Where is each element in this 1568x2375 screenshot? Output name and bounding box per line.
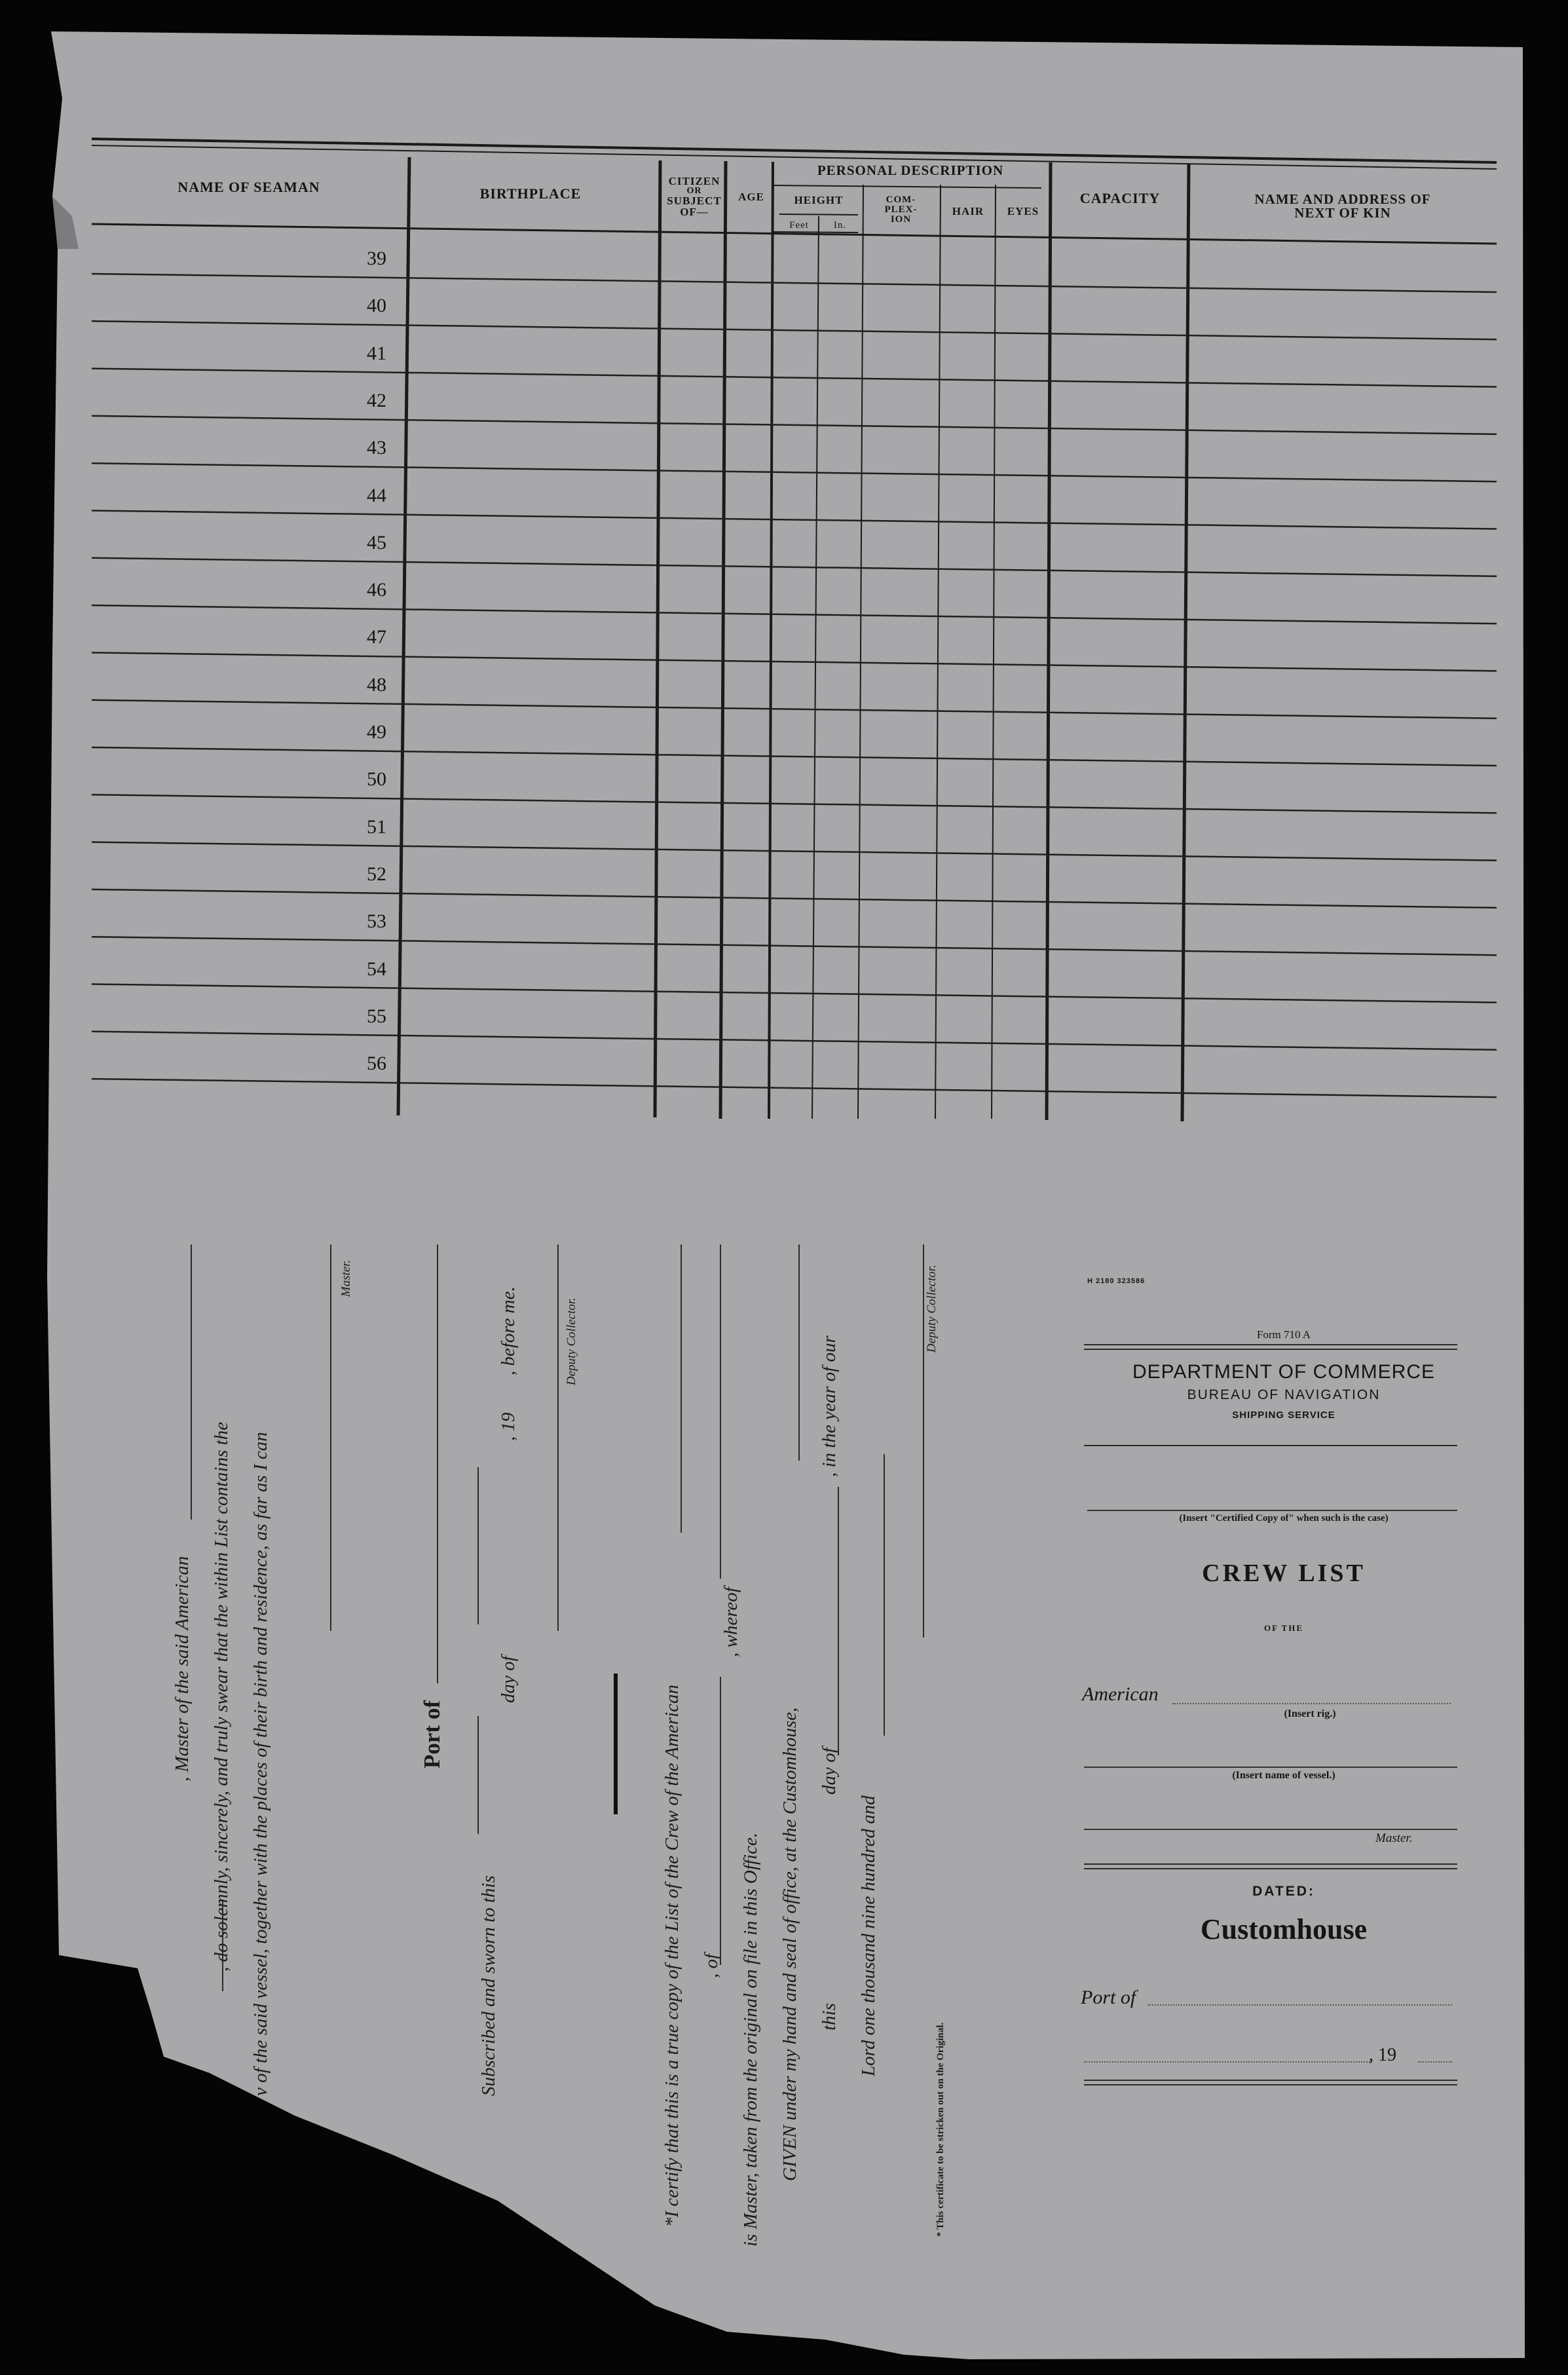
subscribed-text: Subscribed and sworn to this [478, 1875, 499, 2096]
cover-rule-2 [1084, 1445, 1457, 1446]
table-row-line [92, 652, 1497, 671]
deputy-collector-2: Deputy Collector. [925, 1264, 939, 1353]
certificate-footnote: * This certificate to be stricken out on the Original. [935, 2022, 946, 2237]
table-row-line [92, 1032, 1497, 1050]
row-number: 43 [367, 437, 386, 459]
cover-year-label: , 19 [1369, 2045, 1396, 2065]
table-row-line [92, 747, 1497, 766]
certificate-line-3: is Master, taken from the original on file in this Office. [740, 1832, 761, 2247]
row-number: 51 [367, 815, 386, 838]
port-of-label: Port of [419, 1700, 445, 1768]
table-row-line [92, 1079, 1497, 1097]
table-row-line [92, 463, 1497, 481]
table-row-line [92, 558, 1497, 576]
certificate-of: , of [701, 1953, 722, 1978]
table-row-line [92, 369, 1497, 387]
header-eyes: EYES [1007, 205, 1039, 217]
form-number: Form 710 A [1256, 1328, 1311, 1341]
table-row-line [92, 937, 1497, 955]
table-row-line [92, 605, 1497, 624]
cover-rule-bottom [1084, 2080, 1457, 2085]
oath-line-2: , do solemnly, sincerely, and truly swear that the within List contains the [211, 1421, 232, 1972]
row-number: 49 [367, 721, 386, 743]
of-the-label: OF THE [1263, 1623, 1304, 1633]
oath-line-3: v of the said vessel, together with the places of their birth and residence, as far as I can [250, 1432, 271, 2096]
row-number: 45 [367, 531, 386, 553]
certificate-this: this [819, 2003, 840, 2030]
certificate-in-year: , in the year of our [819, 1336, 840, 1477]
row-number: 48 [367, 673, 386, 696]
master-field[interactable] [1084, 1829, 1457, 1830]
table-row-line [92, 889, 1497, 908]
row-number: 55 [367, 1005, 386, 1027]
american-field[interactable] [1172, 1703, 1451, 1704]
cover-rule-top [1084, 1344, 1457, 1350]
american-label: American [1082, 1683, 1159, 1705]
crew-list-title: CREW LIST [1202, 1560, 1366, 1587]
service-title: SHIPPING SERVICE [1232, 1410, 1335, 1421]
table-row-line [92, 842, 1497, 861]
bureau-title: BUREAU OF NAVIGATION [1187, 1387, 1381, 1402]
table-row-line [92, 795, 1497, 813]
header-capacity: CAPACITY [1079, 190, 1161, 206]
row-number: 56 [367, 1053, 386, 1075]
table-row-line [92, 416, 1497, 434]
dated-label: DATED: [1252, 1884, 1315, 1899]
subscribed-before-me: , before me. [498, 1286, 519, 1375]
row-number: 50 [367, 768, 386, 791]
row-number: 39 [367, 248, 386, 269]
year-field[interactable] [1418, 2061, 1452, 2063]
cover-port-of-label: Port of [1081, 1987, 1136, 2008]
master-label: Master. [339, 1260, 353, 1297]
row-number: 44 [367, 484, 386, 506]
table-row-line [92, 700, 1497, 719]
cover-master-label: Master. [1375, 1831, 1413, 1845]
row-number: 47 [367, 626, 386, 648]
row-number: 41 [367, 342, 386, 364]
table-row-line [92, 274, 1497, 292]
customhouse-label: Customhouse [1200, 1913, 1368, 1945]
insert-vessel-note: (Insert name of vessel.) [1232, 1770, 1335, 1781]
row-number: 40 [367, 295, 386, 317]
certificate-line-1: *I certify that this is a true copy of the List of the Crew of the American [662, 1684, 682, 2227]
certified-copy-note: (Insert "Certified Copy of" when such is the case) [1179, 1513, 1389, 1524]
row-number: 46 [367, 579, 386, 601]
date-field[interactable] [1084, 2061, 1372, 2063]
vessel-name-field[interactable] [1084, 1767, 1457, 1768]
insert-rig-note: (Insert rig.) [1284, 1708, 1336, 1719]
header-citizen: CITIZEN OR SUBJECT OF— [667, 175, 722, 218]
row-number: 52 [367, 863, 386, 885]
certified-line [1087, 1510, 1457, 1511]
certificate-whereof: , whereof [720, 1587, 741, 1657]
row-number: 54 [367, 958, 386, 980]
oath-line-1: , Master of the said American [172, 1556, 193, 1782]
rotated-section-rules [0, 1212, 982, 2260]
header-feet: Feet [789, 220, 809, 231]
certificate-lord: Lord one thousand nine hundred and [858, 1795, 879, 2076]
certificate-line-4: GIVEN under my hand and seal of office, at the Customhouse, [779, 1707, 800, 2181]
row-number: 53 [367, 910, 386, 933]
header-personal-description: PERSONAL DESCRIPTION [817, 162, 1004, 178]
deputy-collector-1: Deputy Collector. [565, 1297, 578, 1385]
department-title: DEPARTMENT OF COMMERCE [1132, 1361, 1436, 1383]
port-of-field[interactable] [1148, 2004, 1452, 2006]
certificate-day-of: day of [819, 1748, 840, 1795]
header-inches: In. [833, 220, 847, 231]
table-row-line [92, 321, 1497, 339]
header-complexion: COM- PLEX- ION [884, 195, 918, 225]
row-number: 42 [367, 389, 386, 411]
subscribed-day-of: day of [498, 1656, 519, 1703]
header-age: AGE [738, 191, 764, 203]
subscribed-year: , 19 [498, 1412, 519, 1441]
header-height: HEIGHT [794, 194, 844, 206]
table-row-line [92, 511, 1497, 529]
table-row-line [92, 984, 1497, 1003]
header-name-of-seaman: NAME OF SEAMAN [177, 179, 320, 195]
header-hair: HAIR [952, 205, 984, 217]
print-code: H 2180 323586 [1087, 1277, 1146, 1285]
header-next-of-kin: NAME AND ADDRESS OF NEXT OF KIN [1254, 191, 1431, 221]
header-birthplace: BIRTHPLACE [479, 185, 582, 202]
cover-rule-3 [1084, 1863, 1457, 1869]
